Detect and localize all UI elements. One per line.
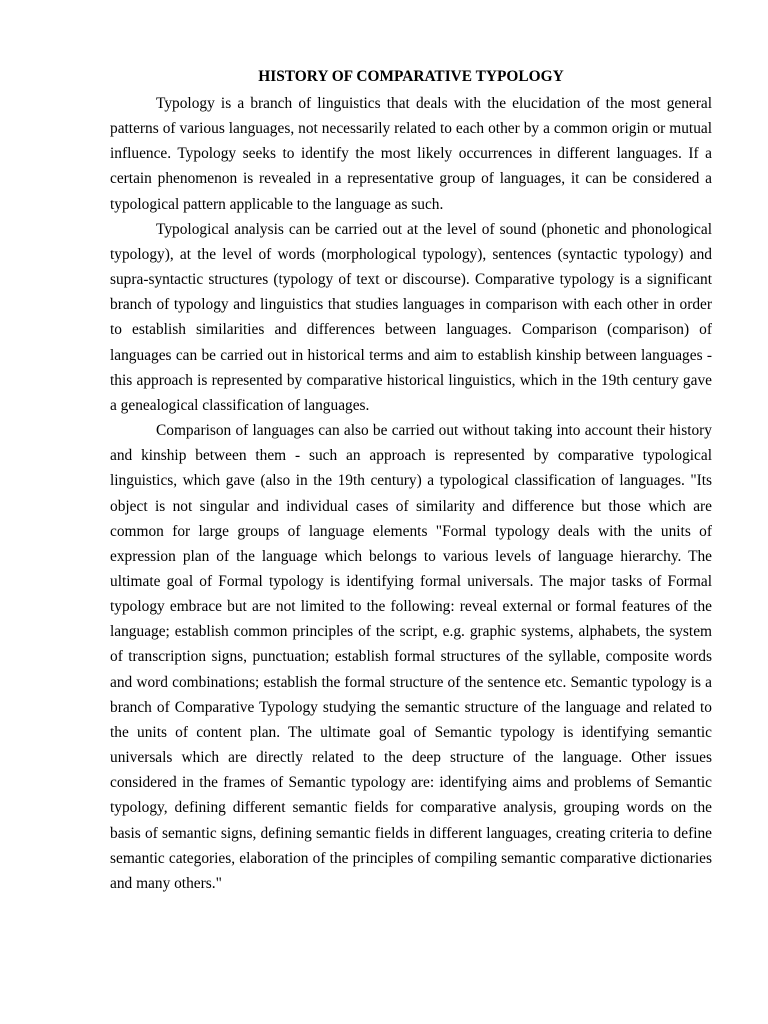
paragraph-typological-analysis: Typological analysis can be carried out at the level of sound (phonetic and phonological typology), at the level of words (morphological typology), sentences (syntactic typology) and supra-syntactic structures (typology of text or discourse). Comparative typology is a significant branch of typology and linguistics that studies languages in comparison with each other in order to establish similarities and differences between languages. Comparison (comparison) of languages can be carried out in historical terms and aim to establish kinship between languages - this approach is represented by comparative historical linguistics, which in the 19th century gave a genealogical classification of languages. [110,220,712,414]
paragraph-comparison-of-languages: Comparison of languages can also be carried out without taking into account their history and kinship between them - such an approach is represented by comparative typological linguistics, which gave (also in the 19th century) a typological classification of languages. "Its object is not singular and individual cases of similarity and difference but those which are common for large groups of language elements "Formal typology deals with the units of expression plan of the language which belongs to various levels of language hierarchy. The ultimate goal of Formal typology is identifying formal universals. The major tasks of Formal typology embrace but are not limited to the following: reveal external or formal features of the language; establish common principles of the script, e.g. graphic systems, alphabets, the system of transcription signs, punctuation; establish formal structures of the syllable, composite words and word combinations; establish the formal structure of the sentence etc. Semantic typology is a branch of Comparative Typology studying the semantic structure of the language and related to the units of content plan. The ultimate goal of Semantic typology is identifying semantic universals which are directly related to the deep structure of the language. Other issues considered in the frames of Semantic typology are: identifying aims and problems of Semantic typology, defining different semantic fields for comparative analysis, grouping words on the basis of semantic signs, defining semantic fields in different languages, creating criteria to define semantic categories, elaboration of the principles of compiling semantic comparative dictionaries and many others." [110,422,712,892]
paragraph-typology-definition: Typology is a branch of linguistics that deals with the elucidation of the most general patterns of various languages, not necessarily related to each other by a common origin or mutual influence. Typology seeks to identify the most likely occurrences in different languages. If a certain phenomenon is revealed in a representative group of languages, it can be considered a typological pattern applicable to the language as such. [110,95,712,213]
document-page [110,66,712,896]
document-title: HISTORY OF COMPARATIVE TYPOLOGY [258,68,564,85]
